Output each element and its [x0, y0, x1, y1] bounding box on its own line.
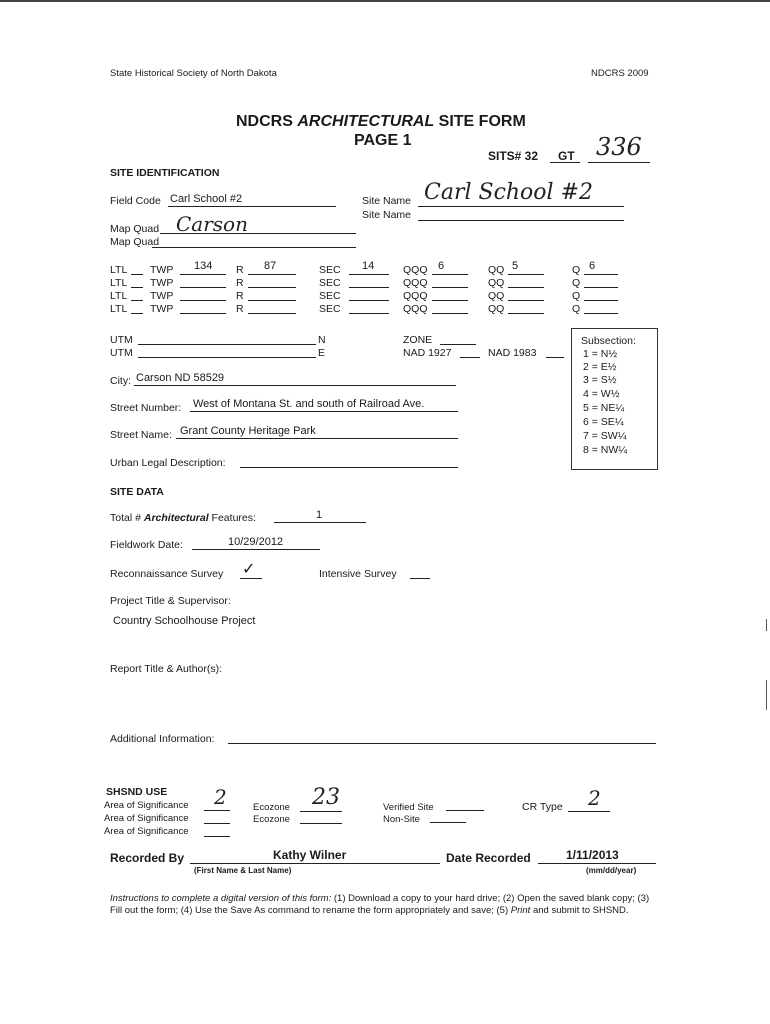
ecozone-value[interactable]: 23 — [312, 785, 340, 810]
date-recorded-value[interactable]: 1/11/2013 — [566, 848, 619, 862]
map-quad-2-label: Map Quad — [110, 236, 160, 248]
sec-label-4: SEC — [319, 303, 341, 315]
sec-value[interactable]: 14 — [362, 260, 375, 272]
q-label-3: Q — [572, 290, 581, 302]
city-value[interactable]: Carson ND 58529 — [136, 372, 225, 384]
map-quad-label: Map Quad — [110, 223, 160, 235]
qq-label-2: QQ — [488, 277, 505, 289]
field-code-label: Field Code — [110, 195, 161, 207]
area-of-significance-label-2: Area of Significance — [104, 813, 189, 824]
site-name-value[interactable]: Carl School #2 — [424, 180, 594, 205]
utm-label-1: UTM — [110, 334, 133, 346]
sits-number[interactable]: 336 — [596, 133, 642, 161]
street-name-value[interactable]: Grant County Heritage Park — [180, 425, 316, 437]
r-label-1: R — [236, 264, 244, 276]
street-number-label: Street Number: — [110, 402, 182, 414]
recon-checkmark-icon[interactable]: ✓ — [242, 561, 256, 578]
sec-label-3: SEC — [319, 290, 341, 302]
utm-n-label: N — [318, 334, 326, 346]
sec-label-2: SEC — [319, 277, 341, 289]
scan-top-edge — [0, 0, 770, 2]
nad-1983-label: NAD 1983 — [488, 347, 537, 359]
org-name: State Historical Society of North Dakota — [110, 68, 277, 79]
recon-survey-label: Reconnaissance Survey — [110, 568, 224, 580]
scan-mark — [766, 619, 767, 631]
subsection-item: 7 = SW¼ — [583, 430, 627, 442]
city-label: City: — [110, 375, 131, 387]
area-of-significance-value[interactable]: 2 — [214, 785, 227, 809]
sits-label: SITS# 32 — [488, 149, 539, 163]
utm-e-label: E — [318, 347, 326, 359]
twp-value[interactable]: 134 — [194, 260, 213, 272]
fieldwork-date-value[interactable]: 10/29/2012 — [228, 536, 284, 548]
qqq-label-1: QQQ — [403, 264, 428, 276]
q-value[interactable]: 6 — [589, 260, 596, 272]
shsnd-heading: SHSND USE — [106, 786, 168, 798]
area-of-significance-label: Area of Significance — [104, 800, 189, 811]
ltl-label-1: LTL — [110, 264, 128, 276]
subsection-item: 5 = NE¼ — [583, 402, 625, 414]
site-identification-heading: SITE IDENTIFICATION — [110, 167, 220, 179]
total-features-value[interactable]: 1 — [316, 509, 323, 521]
subsection-item: 4 = W½ — [583, 388, 620, 400]
cr-type-label: CR Type — [522, 801, 563, 813]
project-title-value[interactable]: Country Schoolhouse Project — [113, 615, 256, 627]
sits-county[interactable]: GT — [558, 149, 575, 163]
qqq-label-4: QQQ — [403, 303, 428, 315]
r-label-2: R — [236, 277, 244, 289]
subsection-item: 1 = N½ — [583, 348, 618, 360]
r-label-4: R — [236, 303, 244, 315]
page-number: PAGE 1 — [354, 132, 412, 149]
qq-label-1: QQ — [488, 264, 505, 276]
q-label-4: Q — [572, 303, 581, 315]
site-name-label: Site Name — [362, 195, 412, 207]
area-of-significance-label-3: Area of Significance — [104, 826, 189, 837]
ecozone-label: Ecozone — [253, 802, 290, 813]
site-data-heading: SITE DATA — [110, 486, 164, 498]
fieldwork-date-label: Fieldwork Date: — [110, 539, 183, 551]
qqq-value[interactable]: 6 — [438, 260, 445, 272]
street-name-label: Street Name: — [110, 429, 172, 441]
additional-info-label: Additional Information: — [110, 733, 215, 745]
subsection-title: Subsection: — [581, 335, 636, 347]
subsection-item: 3 = S½ — [583, 374, 617, 386]
form-code: NDCRS 2009 — [591, 68, 649, 79]
date-recorded-hint: (mm/dd/year) — [586, 866, 637, 875]
q-label-2: Q — [572, 277, 581, 289]
subsection-item: 8 = NW¼ — [583, 444, 628, 456]
map-quad-value[interactable]: Carson — [176, 212, 248, 236]
total-features-label: Total # Architectural Features: — [110, 512, 256, 524]
twp-label-3: TWP — [150, 290, 174, 302]
cr-type-value[interactable]: 2 — [588, 786, 601, 810]
instructions: Instructions to complete a digital version of this form: (1) Download a copy to your hard drive; (2) Open the saved blank copy; (3) Fill out the form; (4) Use the Save As command to rename the form appropriately and save; (5) Print and submit to SHSND. — [110, 893, 650, 916]
zone-label: ZONE — [403, 334, 433, 346]
street-number-value[interactable]: West of Montana St. and south of Railroad Ave. — [193, 398, 425, 410]
q-label-1: Q — [572, 264, 581, 276]
urban-legal-label: Urban Legal Description: — [110, 457, 226, 469]
utm-label-2: UTM — [110, 347, 133, 359]
qq-label-3: QQ — [488, 290, 505, 302]
subsection-item: 2 = E½ — [583, 361, 617, 373]
intensive-survey-label: Intensive Survey — [319, 568, 397, 580]
ltl-label-4: LTL — [110, 303, 128, 315]
qqq-label-2: QQQ — [403, 277, 428, 289]
twp-label-2: TWP — [150, 277, 174, 289]
project-title-label: Project Title & Supervisor: — [110, 595, 231, 607]
sec-label-1: SEC — [319, 264, 341, 276]
report-title-label: Report Title & Author(s): — [110, 663, 223, 675]
site-name-2-label: Site Name — [362, 209, 412, 221]
form-title: NDCRS ARCHITECTURAL SITE FORM — [236, 113, 526, 130]
recorded-by-value[interactable]: Kathy Wilner — [273, 848, 347, 862]
twp-label-4: TWP — [150, 303, 174, 315]
subsection-item: 6 = SE¼ — [583, 416, 624, 428]
qq-value[interactable]: 5 — [512, 260, 519, 272]
qq-label-4: QQ — [488, 303, 505, 315]
recorded-by-hint: (First Name & Last Name) — [194, 866, 292, 875]
ltl-label-2: LTL — [110, 277, 128, 289]
qqq-label-3: QQQ — [403, 290, 428, 302]
verified-site-label: Verified Site — [383, 802, 434, 813]
r-value[interactable]: 87 — [264, 260, 277, 272]
non-site-label: Non-Site — [383, 814, 420, 825]
twp-label-1: TWP — [150, 264, 174, 276]
field-code-value[interactable]: Carl School #2 — [170, 193, 243, 205]
ecozone-label-2: Ecozone — [253, 814, 290, 825]
ltl-label-3: LTL — [110, 290, 128, 302]
date-recorded-label: Date Recorded — [446, 851, 531, 865]
recorded-by-label: Recorded By — [110, 851, 185, 865]
nad-1927-label: NAD 1927 — [403, 347, 452, 359]
r-label-3: R — [236, 290, 244, 302]
scan-mark — [766, 680, 767, 710]
